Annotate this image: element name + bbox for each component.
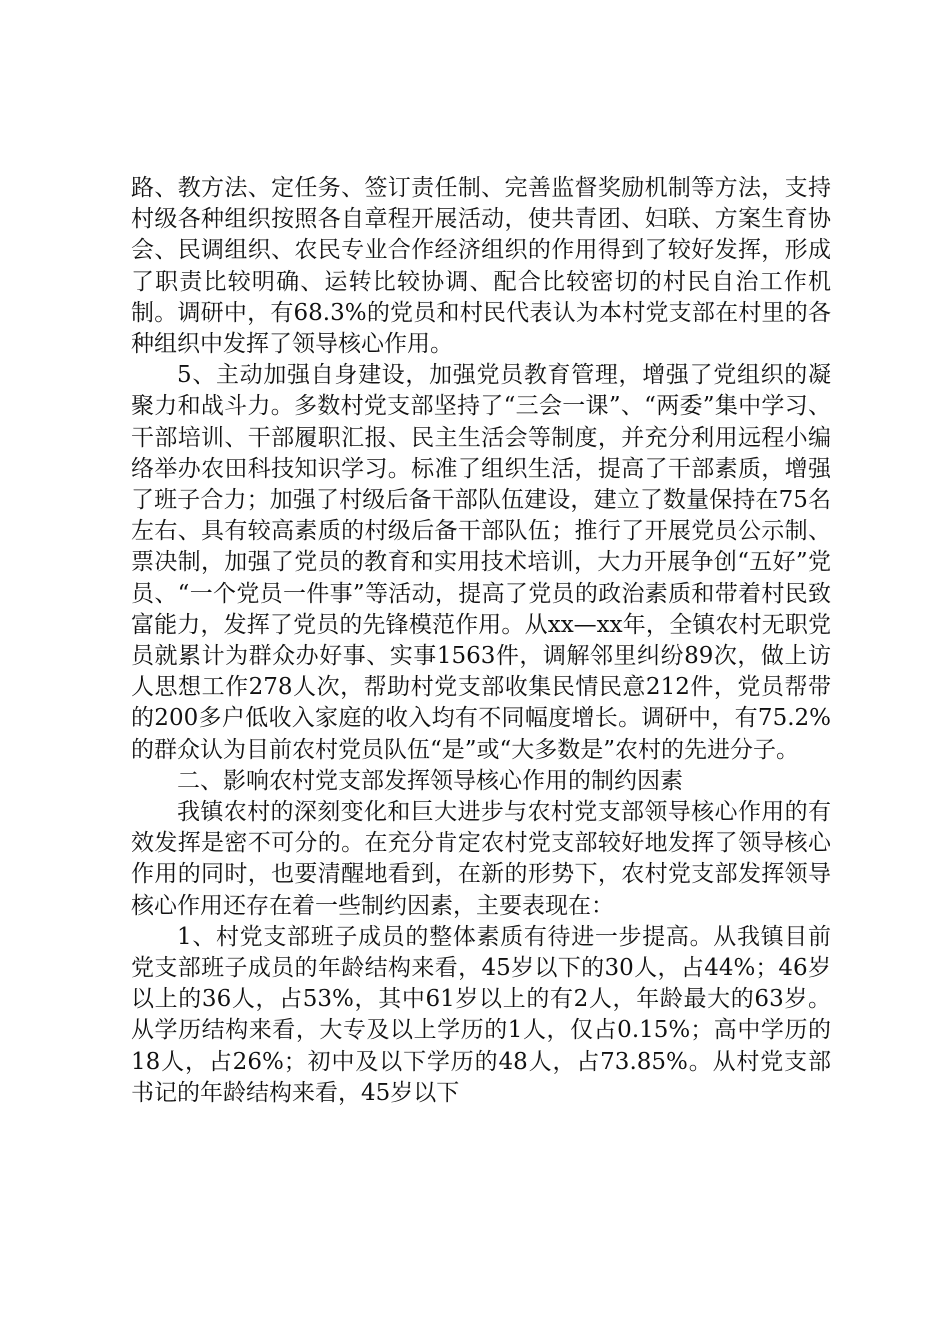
paragraph-self-building: 5、主动加强自身建设，加强党员教育管理，增强了党组织的凝聚力和战斗力。多数村党支部坚持了“三会一课”、“两委”集中学习、干部培训、干部履职汇报、民主生活会等制度，并充分利用远程小编络举办农田科技知识学习。标准了组织生活，提高了干部素质，增强了班子合力；加强了村级后备干部队伍建设，建立了数量保持在75名左右、具有较高素质的村级后备干部队伍；推行了开展党员公示制、票决制，加强了党员的教育和实用技术培训，大力开展争创“五好”党员、“一个党员一件事”等活动，提高了党员的政治素质和带着村民致富能力，发挥了党员的先锋模范作用。从xx—xx年，全镇农村无职党员就累计为群众办好事、实事1563件，调解邻里纠纷89次，做上访人思想工作278人次，帮助村党支部收集民情民意212件，党员帮带的200多户低收入家庭的收入均有不同幅度增长。调研中，有75.2%的群众认为目前农村党员队伍“是”或“大多数是”农村的先进分子。 — [131, 362, 831, 763]
paragraph-organizations: 路、教方法、定任务、签订责任制、完善监督奖励机制等方法，支持村级各种组织按照各自章程开展活动，使共青团、妇联、方案生育协会、民调组织、农民专业合作经济组织的作用得到了较好发挥，形成了职责比较明确、运转比较协调、配合比较密切的村民自治工作机制。调研中，有68.3%的党员和村民代表认为本村党支部在村里的各种组织中发挥了领导核心作用。 — [131, 175, 831, 358]
section-heading-constraints: 二、影响农村党支部发挥领导核心作用的制约因素 — [177, 767, 683, 794]
paragraph-constraints-intro: 我镇农村的深刻变化和巨大进步与农村党支部领导核心作用的有效发挥是密不可分的。在充分肯定农村党支部较好地发挥了领导核心作用的同时，也要清醒地看到，在新的形势下，农村党支部发挥领导核心作用还存在着一些制约因素，主要表现在： — [131, 799, 831, 919]
paragraph-member-quality: 1、村党支部班子成员的整体素质有待进一步提高。从我镇目前党支部班子成员的年龄结构来看，45岁以下的30人，占44%；46岁以上的36人，占53%，其中61岁以上的有2人，年龄最大的63岁。从学历结构来看，大专及以上学历的1人，仅占0.15%；高中学历的18人，占26%；初中及以下学历的48人，占73.85%。从村党支部书记的年龄结构来看，45岁以下 — [131, 923, 831, 1106]
document-page — [131, 173, 831, 1109]
